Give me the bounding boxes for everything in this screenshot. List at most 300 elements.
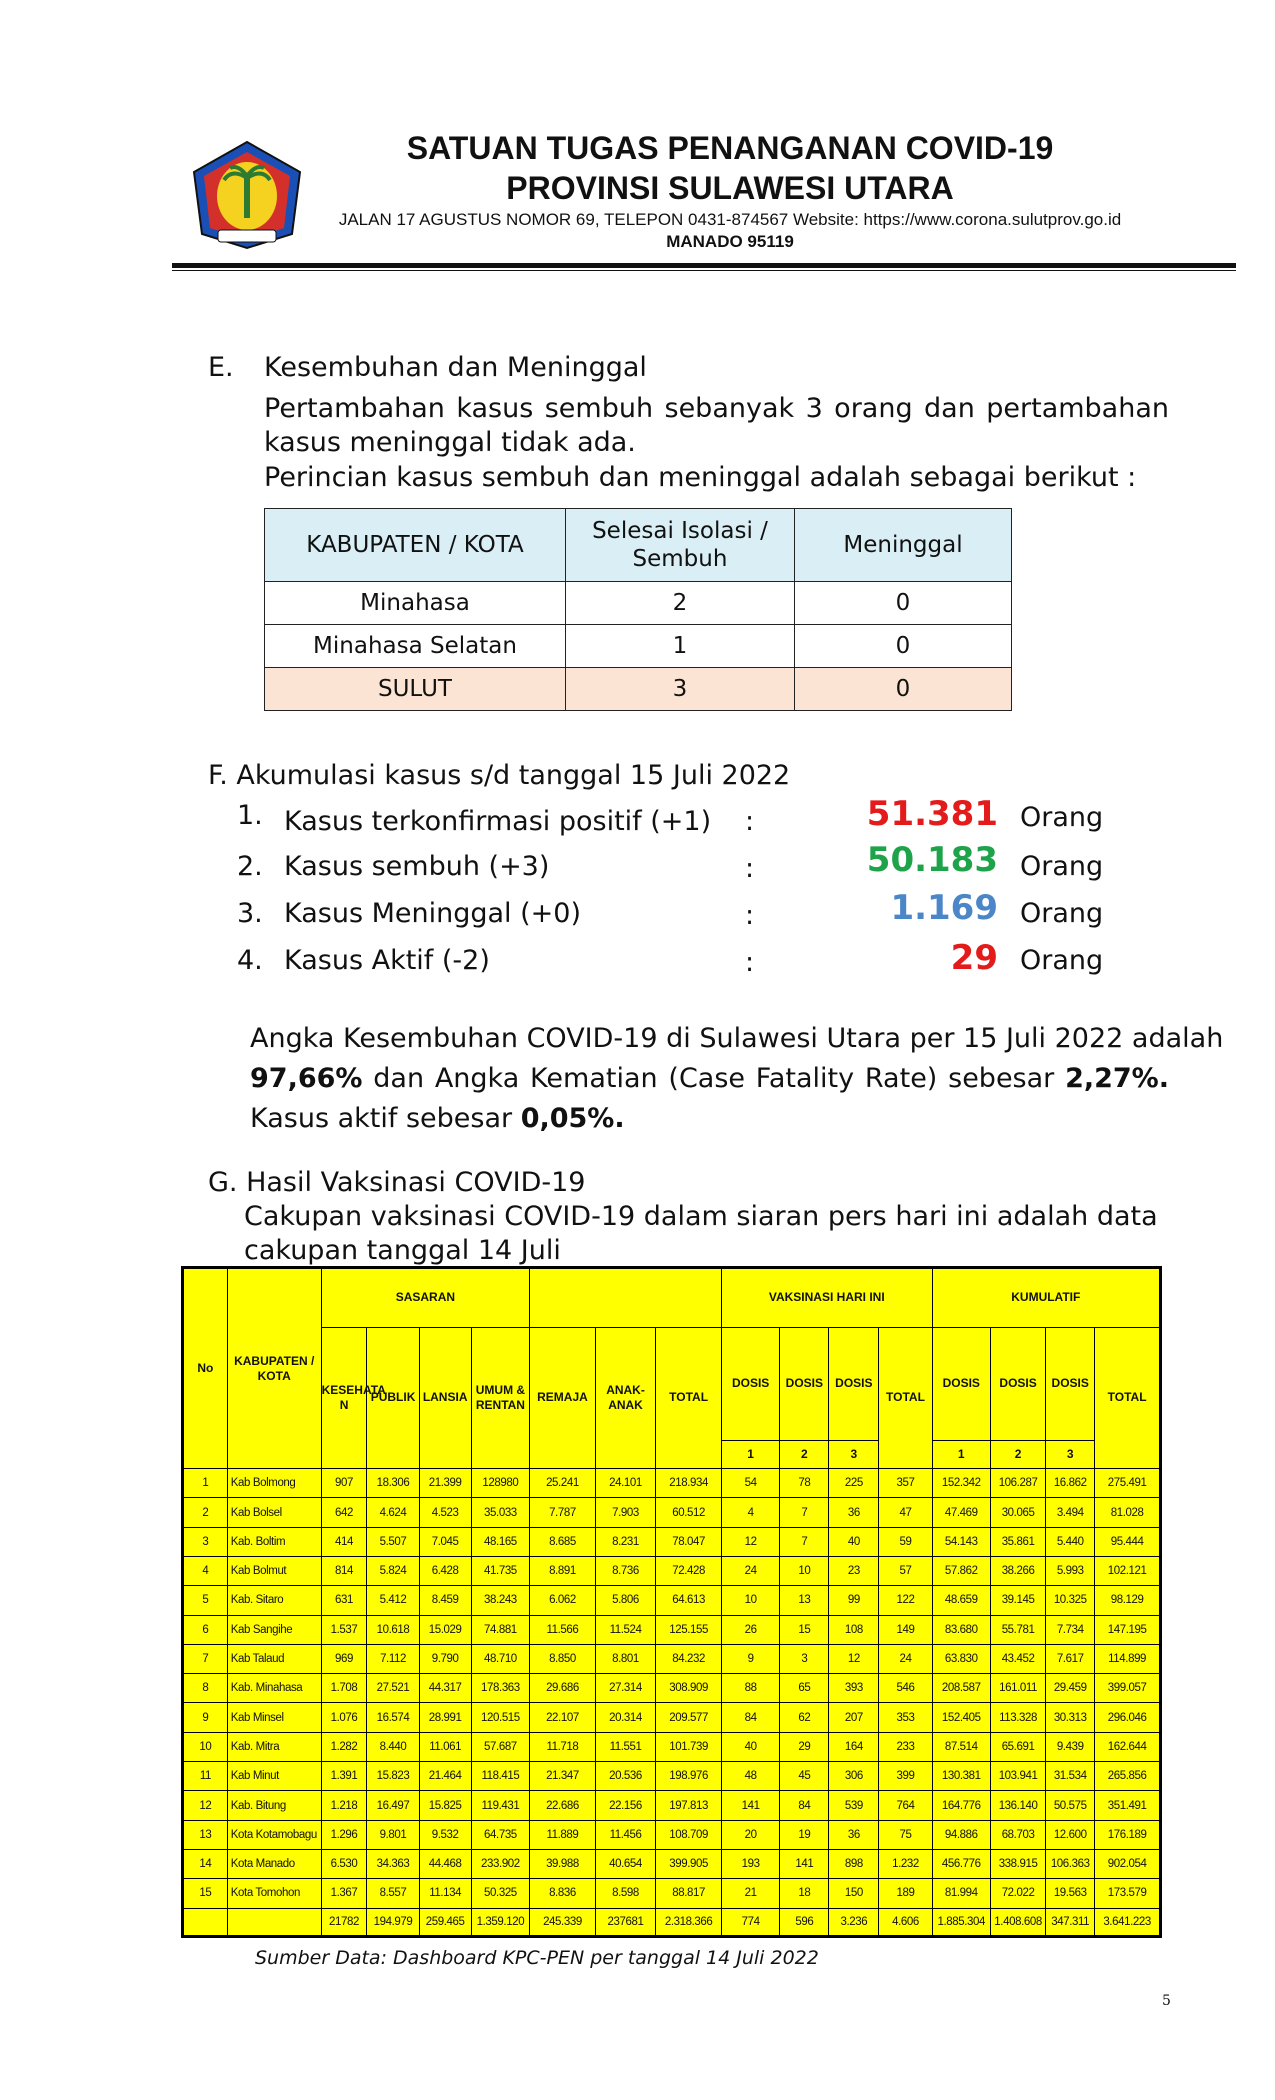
value-cell: 24 xyxy=(879,1644,932,1673)
value-cell: 5.412 xyxy=(367,1586,419,1615)
value-cell: 54.143 xyxy=(932,1527,990,1556)
value-cell: 50.575 xyxy=(1046,1791,1095,1820)
value-cell: 162.644 xyxy=(1095,1732,1160,1761)
value-cell: 44.468 xyxy=(419,1849,471,1878)
value-cell: 8.801 xyxy=(595,1644,655,1673)
value-cell: 1.537 xyxy=(321,1615,367,1644)
summary-mid: dan Angka Kematian (Case Fatality Rate) sebesar xyxy=(362,1063,1066,1094)
col-sembuh xyxy=(566,509,795,582)
section-e-paragraph-line1: Pertambahan kasus sembuh sebanyak 3 orang dan pertambahan xyxy=(264,393,1169,424)
value-cell: 20.314 xyxy=(595,1703,655,1732)
value-cell: 15 xyxy=(780,1615,829,1644)
item-unit: Orang xyxy=(1020,851,1104,882)
value-cell: 233 xyxy=(879,1732,932,1761)
value-cell: 8.440 xyxy=(367,1732,419,1761)
table-row xyxy=(184,1469,1160,1498)
section-e-letter: E. xyxy=(208,352,234,383)
value-cell: 11.551 xyxy=(595,1732,655,1761)
row-number: 3 xyxy=(184,1527,228,1556)
region-name: Kota Tomohon xyxy=(227,1879,321,1908)
table-row xyxy=(184,1615,1160,1644)
value-cell: 164.776 xyxy=(932,1791,990,1820)
total-cell: 1.408.608 xyxy=(990,1908,1045,1935)
header-dose-1: 1 xyxy=(721,1440,779,1468)
item-label: Kasus Meninggal (+0) xyxy=(284,898,582,929)
header-address: JALAN 17 AGUSTUS NOMOR 69, TELEPON 0431-874567 Website: https://www.corona.sulutprov.go.id xyxy=(338,210,1122,229)
recovery-rate: 97,66% xyxy=(250,1063,363,1094)
header-dosis: DOSIS xyxy=(990,1327,1045,1440)
item-label: Kasus terkonfirmasi positif (+1) xyxy=(284,806,712,837)
recovery-death-table xyxy=(264,508,1012,711)
table-total-row xyxy=(265,668,1012,711)
table-row xyxy=(184,1762,1160,1791)
header-title: SATUAN TUGAS PENANGANAN COVID-19 xyxy=(406,130,1054,166)
header-dose-2: 2 xyxy=(990,1440,1045,1468)
col-meninggal: Meninggal xyxy=(795,509,1012,582)
value-cell: 173.579 xyxy=(1095,1879,1160,1908)
value-cell: 193 xyxy=(721,1849,779,1878)
value-cell: 30.065 xyxy=(990,1498,1045,1527)
value-cell: 902.054 xyxy=(1095,1849,1160,1878)
value-cell: 54 xyxy=(721,1469,779,1498)
value-cell: 128980 xyxy=(471,1469,529,1498)
col-sembuh-line2: Sembuh xyxy=(632,546,728,572)
value-cell: 152.405 xyxy=(932,1703,990,1732)
value-cell: 18.306 xyxy=(367,1469,419,1498)
value-cell: 23 xyxy=(829,1556,879,1585)
value-cell: 7 xyxy=(780,1498,829,1527)
value-cell: 5.806 xyxy=(595,1586,655,1615)
value-cell: 8.736 xyxy=(595,1556,655,1585)
value-cell: 764 xyxy=(879,1791,932,1820)
section-e-heading: Kesembuhan dan Meninggal xyxy=(264,352,647,383)
header-dose-2: 2 xyxy=(780,1440,829,1468)
value-cell: 62 xyxy=(780,1703,829,1732)
header-dose-3: 3 xyxy=(1046,1440,1095,1468)
deaths-value: 1.169 xyxy=(890,888,998,928)
region-name: Kab Talaud xyxy=(227,1644,321,1673)
value-cell: 38.243 xyxy=(471,1586,529,1615)
value-cell: 149 xyxy=(879,1615,932,1644)
value-cell: 48.710 xyxy=(471,1644,529,1673)
value-cell: 81.994 xyxy=(932,1879,990,1908)
header-remaja: REMAJA xyxy=(530,1327,596,1468)
total-cell: 3.641.223 xyxy=(1095,1908,1160,1935)
total-cell: 194.979 xyxy=(367,1908,419,1935)
total-cell: 21782 xyxy=(321,1908,367,1935)
total-cell: 2.318.366 xyxy=(656,1908,722,1935)
row-number: 7 xyxy=(184,1644,228,1673)
total-cell xyxy=(227,1908,321,1935)
item-number: 2. xyxy=(237,851,263,882)
value-cell: 12.600 xyxy=(1046,1820,1095,1849)
value-cell: 1.391 xyxy=(321,1762,367,1791)
item-label: Kasus sembuh (+3) xyxy=(284,851,550,882)
item-unit: Orang xyxy=(1020,898,1104,929)
value-cell: 296.046 xyxy=(1095,1703,1160,1732)
value-cell: 35.033 xyxy=(471,1498,529,1527)
value-cell: 57.862 xyxy=(932,1556,990,1585)
value-cell: 12 xyxy=(829,1644,879,1673)
value-cell: 48 xyxy=(721,1762,779,1791)
value-cell: 4 xyxy=(721,1498,779,1527)
fatality-rate: 2,27%. xyxy=(1065,1063,1169,1094)
value-cell: 22.107 xyxy=(530,1703,596,1732)
page-number: 5 xyxy=(1162,1993,1171,2009)
value-cell: 7.787 xyxy=(530,1498,596,1527)
value-cell: 24.101 xyxy=(595,1469,655,1498)
section-g-heading: G. Hasil Vaksinasi COVID-19 xyxy=(208,1167,586,1198)
item-colon: : xyxy=(745,806,755,837)
cell-name: Minahasa Selatan xyxy=(265,625,566,668)
item-colon: : xyxy=(745,853,755,884)
row-number: 1 xyxy=(184,1469,228,1498)
total-cell: 347.311 xyxy=(1046,1908,1095,1935)
region-name: Kota Manado xyxy=(227,1849,321,1878)
value-cell: 39.988 xyxy=(530,1849,596,1878)
value-cell: 22.156 xyxy=(595,1791,655,1820)
value-cell: 18 xyxy=(780,1879,829,1908)
value-cell: 1.076 xyxy=(321,1703,367,1732)
value-cell: 108.709 xyxy=(656,1820,722,1849)
value-cell: 209.577 xyxy=(656,1703,722,1732)
value-cell: 16.497 xyxy=(367,1791,419,1820)
value-cell: 36 xyxy=(829,1498,879,1527)
header-kumulatif: KUMULATIF xyxy=(932,1269,1159,1328)
value-cell: 225 xyxy=(829,1469,879,1498)
value-cell: 39.145 xyxy=(990,1586,1045,1615)
total-cell: 259.465 xyxy=(419,1908,471,1935)
value-cell: 9.790 xyxy=(419,1644,471,1673)
value-cell: 84.232 xyxy=(656,1644,722,1673)
value-cell: 8.836 xyxy=(530,1879,596,1908)
value-cell: 176.189 xyxy=(1095,1820,1160,1849)
value-cell: 141 xyxy=(780,1849,829,1878)
value-cell: 399 xyxy=(879,1762,932,1791)
item-unit: Orang xyxy=(1020,802,1104,833)
value-cell: 5.440 xyxy=(1046,1527,1095,1556)
value-cell: 74.881 xyxy=(471,1615,529,1644)
value-cell: 81.028 xyxy=(1095,1498,1160,1527)
value-cell: 88.817 xyxy=(656,1879,722,1908)
vaccination-table xyxy=(183,1268,1160,1936)
item-number: 1. xyxy=(237,800,263,831)
summary-line1: Angka Kesembuhan COVID-19 di Sulawesi Utara per 15 Juli 2022 adalah xyxy=(250,1023,1224,1054)
table-row xyxy=(184,1527,1160,1556)
value-cell: 106.363 xyxy=(1046,1849,1095,1878)
value-cell: 50.325 xyxy=(471,1879,529,1908)
value-cell: 393 xyxy=(829,1674,879,1703)
value-cell: 11.566 xyxy=(530,1615,596,1644)
value-cell: 546 xyxy=(879,1674,932,1703)
value-cell: 45 xyxy=(780,1762,829,1791)
province-logo xyxy=(188,138,306,250)
value-cell: 164 xyxy=(829,1732,879,1761)
value-cell: 21.399 xyxy=(419,1469,471,1498)
value-cell: 57 xyxy=(879,1556,932,1585)
value-cell: 83.680 xyxy=(932,1615,990,1644)
value-cell: 72.022 xyxy=(990,1879,1045,1908)
header-total-hari-ini: TOTAL xyxy=(879,1327,932,1468)
table-row xyxy=(184,1849,1160,1878)
row-number: 4 xyxy=(184,1556,228,1585)
value-cell: 114.899 xyxy=(1095,1644,1160,1673)
value-cell: 101.739 xyxy=(656,1732,722,1761)
value-cell: 9.801 xyxy=(367,1820,419,1849)
header-dosis: DOSIS xyxy=(932,1327,990,1440)
value-cell: 1.708 xyxy=(321,1674,367,1703)
row-number: 8 xyxy=(184,1674,228,1703)
header-no: No xyxy=(184,1269,228,1469)
value-cell: 106.287 xyxy=(990,1469,1045,1498)
item-number: 4. xyxy=(237,945,263,976)
region-name: Kab Bolsel xyxy=(227,1498,321,1527)
value-cell: 5.993 xyxy=(1046,1556,1095,1585)
value-cell: 113.328 xyxy=(990,1703,1045,1732)
value-cell: 35.861 xyxy=(990,1527,1045,1556)
cell-name: SULUT xyxy=(265,668,566,711)
value-cell: 75 xyxy=(879,1820,932,1849)
value-cell: 78 xyxy=(780,1469,829,1498)
header-sasaran: SASARAN xyxy=(321,1269,530,1328)
value-cell: 29.459 xyxy=(1046,1674,1095,1703)
value-cell: 63.830 xyxy=(932,1644,990,1673)
value-cell: 9.439 xyxy=(1046,1732,1095,1761)
value-cell: 353 xyxy=(879,1703,932,1732)
item-label: Kasus Aktif (-2) xyxy=(284,945,490,976)
header-dosis: DOSIS xyxy=(1046,1327,1095,1440)
value-cell: 21 xyxy=(721,1879,779,1908)
header-umum-rentan: UMUM & RENTAN xyxy=(471,1327,529,1468)
value-cell: 15.823 xyxy=(367,1762,419,1791)
header-dosis: DOSIS xyxy=(829,1327,879,1440)
table-row xyxy=(184,1703,1160,1732)
item-colon: : xyxy=(745,947,755,978)
vaccination-table-body xyxy=(184,1469,1160,1936)
region-name: Kab. Sitaro xyxy=(227,1586,321,1615)
value-cell: 1.282 xyxy=(321,1732,367,1761)
header-rule-thin xyxy=(172,270,1236,271)
value-cell: 21.347 xyxy=(530,1762,596,1791)
value-cell: 414 xyxy=(321,1527,367,1556)
value-cell: 65 xyxy=(780,1674,829,1703)
value-cell: 84 xyxy=(780,1791,829,1820)
value-cell: 10 xyxy=(721,1586,779,1615)
value-cell: 34.363 xyxy=(367,1849,419,1878)
value-cell: 60.512 xyxy=(656,1498,722,1527)
summary-line2 xyxy=(250,1062,1169,1096)
value-cell: 6.428 xyxy=(419,1556,471,1585)
value-cell: 178.363 xyxy=(471,1674,529,1703)
value-cell: 6.062 xyxy=(530,1586,596,1615)
header-subtitle: PROVINSI SULAWESI UTARA xyxy=(506,170,954,206)
value-cell: 197.813 xyxy=(656,1791,722,1820)
value-cell: 13 xyxy=(780,1586,829,1615)
col-sembuh-line1: Selesai Isolasi / xyxy=(592,518,768,544)
region-name: Kab. Bitung xyxy=(227,1791,321,1820)
table-row xyxy=(184,1732,1160,1761)
value-cell: 68.703 xyxy=(990,1820,1045,1849)
value-cell: 43.452 xyxy=(990,1644,1045,1673)
item-number: 3. xyxy=(237,898,263,929)
value-cell: 10.325 xyxy=(1046,1586,1095,1615)
value-cell: 1.232 xyxy=(879,1849,932,1878)
value-cell: 95.444 xyxy=(1095,1527,1160,1556)
total-cell: 1.885.304 xyxy=(932,1908,990,1935)
value-cell: 94.886 xyxy=(932,1820,990,1849)
value-cell: 8.231 xyxy=(595,1527,655,1556)
value-cell: 15.825 xyxy=(419,1791,471,1820)
value-cell: 118.415 xyxy=(471,1762,529,1791)
header-hari-ini: VAKSINASI HARI INI xyxy=(721,1269,932,1328)
value-cell: 10 xyxy=(780,1556,829,1585)
row-number: 6 xyxy=(184,1615,228,1644)
value-cell: 218.934 xyxy=(656,1469,722,1498)
value-cell: 30.313 xyxy=(1046,1703,1095,1732)
value-cell: 130.381 xyxy=(932,1762,990,1791)
value-cell: 4.523 xyxy=(419,1498,471,1527)
table-row xyxy=(265,582,1012,625)
header-rule xyxy=(172,263,1236,268)
value-cell: 11.456 xyxy=(595,1820,655,1849)
active-rate: 0,05%. xyxy=(520,1103,625,1134)
total-cell: 245.339 xyxy=(530,1908,596,1935)
value-cell: 5.824 xyxy=(367,1556,419,1585)
value-cell: 9 xyxy=(721,1644,779,1673)
table-row xyxy=(184,1556,1160,1585)
value-cell: 11.524 xyxy=(595,1615,655,1644)
value-cell: 41.735 xyxy=(471,1556,529,1585)
value-cell: 38.266 xyxy=(990,1556,1045,1585)
value-cell: 8.685 xyxy=(530,1527,596,1556)
value-cell: 102.121 xyxy=(1095,1556,1160,1585)
value-cell: 29.686 xyxy=(530,1674,596,1703)
cell-sembuh: 2 xyxy=(566,582,795,625)
value-cell: 338.915 xyxy=(990,1849,1045,1878)
row-number: 5 xyxy=(184,1586,228,1615)
value-cell: 64.735 xyxy=(471,1820,529,1849)
header-dose-3: 3 xyxy=(829,1440,879,1468)
row-number: 11 xyxy=(184,1762,228,1791)
value-cell: 8.598 xyxy=(595,1879,655,1908)
region-name: Kab Minsel xyxy=(227,1703,321,1732)
value-cell: 11.718 xyxy=(530,1732,596,1761)
header-dosis: DOSIS xyxy=(721,1327,779,1440)
recovered-value: 50.183 xyxy=(866,840,998,880)
value-cell: 275.491 xyxy=(1095,1469,1160,1498)
total-cell xyxy=(184,1908,228,1935)
value-cell: 539 xyxy=(829,1791,879,1820)
value-cell: 98.129 xyxy=(1095,1586,1160,1615)
value-cell: 22.686 xyxy=(530,1791,596,1820)
value-cell: 1.367 xyxy=(321,1879,367,1908)
value-cell: 198.976 xyxy=(656,1762,722,1791)
vaccination-table-wrapper xyxy=(181,1266,1162,1938)
value-cell: 27.521 xyxy=(367,1674,419,1703)
active-value: 29 xyxy=(950,938,998,978)
value-cell: 103.941 xyxy=(990,1762,1045,1791)
value-cell: 47 xyxy=(879,1498,932,1527)
cell-meninggal: 0 xyxy=(795,668,1012,711)
total-cell: 774 xyxy=(721,1908,779,1935)
value-cell: 11.889 xyxy=(530,1820,596,1849)
header-total-kumulatif: TOTAL xyxy=(1095,1327,1160,1468)
table-row xyxy=(184,1674,1160,1703)
value-cell: 40 xyxy=(829,1527,879,1556)
value-cell: 125.155 xyxy=(656,1615,722,1644)
cell-sembuh: 3 xyxy=(566,668,795,711)
table-row xyxy=(184,1879,1160,1908)
item-colon: : xyxy=(745,900,755,931)
header-dose-1: 1 xyxy=(932,1440,990,1468)
row-number: 2 xyxy=(184,1498,228,1527)
value-cell: 25.241 xyxy=(530,1469,596,1498)
section-e-paragraph-line3: Perincian kasus sembuh dan meninggal adalah sebagai berikut : xyxy=(264,462,1137,493)
value-cell: 10.618 xyxy=(367,1615,419,1644)
summary-line3 xyxy=(250,1102,625,1136)
region-name: Kab Bolmong xyxy=(227,1469,321,1498)
value-cell: 64.613 xyxy=(656,1586,722,1615)
value-cell: 150 xyxy=(829,1879,879,1908)
value-cell: 12 xyxy=(721,1527,779,1556)
region-name: Kab. Minahasa xyxy=(227,1674,321,1703)
value-cell: 57.687 xyxy=(471,1732,529,1761)
value-cell: 233.902 xyxy=(471,1849,529,1878)
value-cell: 120.515 xyxy=(471,1703,529,1732)
total-cell: 596 xyxy=(780,1908,829,1935)
value-cell: 9.532 xyxy=(419,1820,471,1849)
value-cell: 88 xyxy=(721,1674,779,1703)
value-cell: 136.140 xyxy=(990,1791,1045,1820)
value-cell: 4.624 xyxy=(367,1498,419,1527)
value-cell: 108 xyxy=(829,1615,879,1644)
total-cell: 1.359.120 xyxy=(471,1908,529,1935)
value-cell: 7.617 xyxy=(1046,1644,1095,1673)
table-total-row xyxy=(184,1908,1160,1935)
value-cell: 99 xyxy=(829,1586,879,1615)
value-cell: 161.011 xyxy=(990,1674,1045,1703)
value-cell: 147.195 xyxy=(1095,1615,1160,1644)
value-cell: 399.905 xyxy=(656,1849,722,1878)
value-cell: 7.045 xyxy=(419,1527,471,1556)
table-row xyxy=(184,1586,1160,1615)
value-cell: 306 xyxy=(829,1762,879,1791)
section-f-heading: F. Akumulasi kasus s/d tanggal 15 Juli 2022 xyxy=(208,760,791,791)
value-cell: 20 xyxy=(721,1820,779,1849)
value-cell: 40 xyxy=(721,1732,779,1761)
value-cell: 16.574 xyxy=(367,1703,419,1732)
value-cell: 814 xyxy=(321,1556,367,1585)
region-name: Kab Sangihe xyxy=(227,1615,321,1644)
value-cell: 8.557 xyxy=(367,1879,419,1908)
header-city: MANADO 95119 xyxy=(666,232,794,251)
region-name: Kab Bolmut xyxy=(227,1556,321,1585)
header-total-sasaran: TOTAL xyxy=(656,1327,722,1468)
row-number: 12 xyxy=(184,1791,228,1820)
value-cell: 152.342 xyxy=(932,1469,990,1498)
header-sasaran-cont xyxy=(530,1269,722,1328)
value-cell: 141 xyxy=(721,1791,779,1820)
value-cell: 456.776 xyxy=(932,1849,990,1878)
total-cell: 4.606 xyxy=(879,1908,932,1935)
value-cell: 3 xyxy=(780,1644,829,1673)
value-cell: 5.507 xyxy=(367,1527,419,1556)
data-source: Sumber Data: Dashboard KPC-PEN per tanggal 14 Juli 2022 xyxy=(255,1947,819,1969)
header-kesehatan: KESEHATA N xyxy=(321,1327,367,1468)
value-cell: 59 xyxy=(879,1527,932,1556)
value-cell: 65.691 xyxy=(990,1732,1045,1761)
value-cell: 19.563 xyxy=(1046,1879,1095,1908)
